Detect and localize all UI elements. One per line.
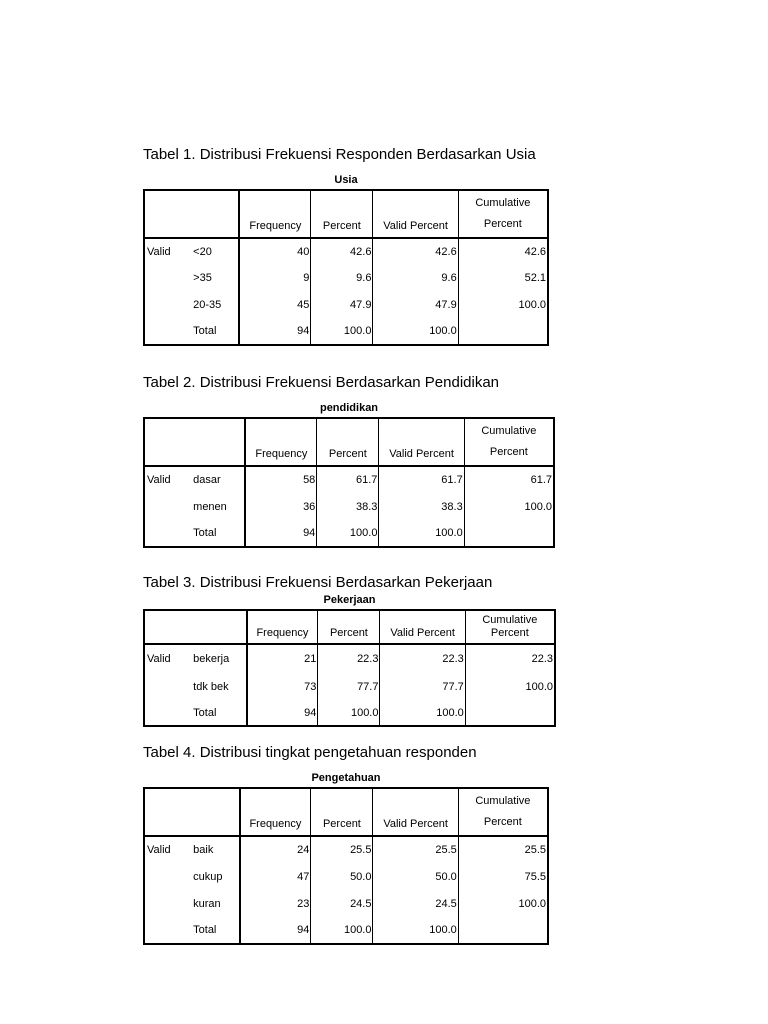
cell-valid-percent: 100.0 bbox=[379, 521, 464, 547]
header-cumulative-percent bbox=[464, 418, 554, 466]
table-3-title: Pekerjaan bbox=[323, 594, 376, 606]
row-label: tdk bek bbox=[193, 681, 229, 693]
cell-cumulative bbox=[464, 521, 554, 547]
cell-percent: 38.3 bbox=[317, 494, 379, 521]
header-frequency: Frequency bbox=[245, 418, 316, 466]
group-label: Valid bbox=[147, 245, 171, 258]
cell-frequency: 94 bbox=[247, 701, 318, 726]
table-3-caption: Tabel 3. Distribusi Frekuensi Berdasarkan Pekerjaan bbox=[143, 574, 493, 591]
cell-frequency: 94 bbox=[239, 319, 310, 345]
cell-valid-percent: 25.5 bbox=[373, 836, 458, 864]
table-row bbox=[144, 644, 555, 674]
cell-valid-percent: 24.5 bbox=[373, 891, 458, 918]
cell-cumulative: 22.3 bbox=[465, 644, 555, 674]
table-3-header bbox=[144, 610, 555, 644]
table-row bbox=[144, 265, 548, 292]
header-cumulative-line1: Cumulative bbox=[475, 197, 531, 209]
cell-cumulative: 100.0 bbox=[458, 891, 548, 918]
table-2-title: pendidikan bbox=[319, 402, 379, 414]
cell-percent: 24.5 bbox=[311, 891, 373, 918]
cell-frequency: 40 bbox=[239, 238, 310, 265]
row-label: Total bbox=[193, 527, 217, 539]
header-corner bbox=[144, 610, 247, 644]
cell-valid-percent: 22.3 bbox=[380, 644, 465, 674]
table-row-total bbox=[144, 918, 548, 944]
cell-percent: 100.0 bbox=[311, 319, 373, 345]
header-corner bbox=[144, 788, 240, 836]
group-label: Valid bbox=[147, 474, 171, 486]
row-label: dasar bbox=[193, 474, 221, 486]
table-row bbox=[144, 292, 548, 319]
header-corner bbox=[144, 418, 245, 466]
cell-valid-percent: 77.7 bbox=[380, 674, 465, 701]
row-label: kuran bbox=[193, 898, 221, 910]
header-valid-percent: Valid Percent bbox=[380, 610, 465, 644]
group-label: Valid bbox=[147, 653, 171, 665]
cell-cumulative: 100.0 bbox=[458, 292, 548, 319]
cell-cumulative bbox=[458, 918, 548, 944]
table-row bbox=[144, 466, 554, 494]
row-label: >35 bbox=[193, 272, 212, 284]
cell-percent: 42.6 bbox=[311, 238, 373, 265]
table-1-caption: Tabel 1. Distribusi Frekuensi Responden Berdasarkan Usia bbox=[143, 146, 536, 163]
table-4 bbox=[143, 787, 549, 945]
header-cumulative-line2: Percent bbox=[490, 627, 529, 639]
cell-percent: 100.0 bbox=[318, 701, 380, 726]
cell-cumulative: 100.0 bbox=[465, 674, 555, 701]
cell-percent: 22.3 bbox=[318, 644, 380, 674]
cell-frequency: 36 bbox=[245, 494, 316, 521]
cell-percent: 47.9 bbox=[311, 292, 373, 319]
cell-valid-percent: 50.0 bbox=[373, 864, 458, 891]
cell-valid-percent: 100.0 bbox=[380, 701, 465, 726]
cell-percent: 50.0 bbox=[311, 864, 373, 891]
cell-frequency: 73 bbox=[247, 674, 318, 701]
header-corner bbox=[144, 190, 239, 238]
table-2 bbox=[143, 417, 555, 548]
table-1 bbox=[143, 189, 549, 346]
cell-valid-percent: 47.9 bbox=[373, 292, 458, 319]
header-cumulative-percent bbox=[458, 788, 548, 836]
row-label: Total bbox=[193, 325, 217, 337]
table-4-header bbox=[144, 788, 548, 836]
header-frequency: Frequency bbox=[247, 610, 318, 644]
header-cumulative-line1: Cumulative bbox=[475, 795, 531, 807]
table-1-header bbox=[144, 190, 548, 238]
table-row bbox=[144, 238, 548, 265]
group-label: Valid bbox=[147, 844, 171, 856]
cell-valid-percent: 100.0 bbox=[373, 319, 458, 345]
cell-percent: 77.7 bbox=[318, 674, 380, 701]
cell-cumulative bbox=[465, 701, 555, 726]
row-label: bekerja bbox=[193, 653, 230, 665]
cell-cumulative: 100.0 bbox=[464, 494, 554, 521]
table-row bbox=[144, 836, 548, 864]
table-3 bbox=[143, 609, 556, 727]
cell-percent: 9.6 bbox=[311, 265, 373, 292]
cell-percent: 25.5 bbox=[311, 836, 373, 864]
table-row bbox=[144, 864, 548, 891]
cell-cumulative bbox=[458, 319, 548, 345]
cell-frequency: 9 bbox=[239, 265, 310, 292]
header-frequency: Frequency bbox=[240, 788, 311, 836]
header-frequency: Frequency bbox=[239, 190, 310, 238]
header-cumulative-line1: Cumulative bbox=[481, 425, 537, 437]
table-row-total bbox=[144, 319, 548, 345]
cell-percent: 100.0 bbox=[311, 918, 373, 944]
cell-frequency: 21 bbox=[247, 644, 318, 674]
header-valid-percent: Valid Percent bbox=[373, 788, 458, 836]
row-label: Total bbox=[193, 706, 217, 719]
header-cumulative-line2: Percent bbox=[489, 446, 528, 458]
header-cumulative-line2: Percent bbox=[483, 218, 522, 230]
cell-frequency: 24 bbox=[240, 836, 311, 864]
header-cumulative-percent bbox=[458, 190, 548, 238]
table-row bbox=[144, 674, 555, 701]
row-label: 20-35 bbox=[193, 299, 222, 311]
cell-valid-percent: 100.0 bbox=[373, 918, 458, 944]
cell-cumulative: 52.1 bbox=[458, 265, 548, 292]
cell-valid-percent: 9.6 bbox=[373, 265, 458, 292]
cell-valid-percent: 38.3 bbox=[379, 494, 464, 521]
cell-valid-percent: 61.7 bbox=[379, 466, 464, 494]
table-row bbox=[144, 891, 548, 918]
header-cumulative-line2: Percent bbox=[483, 816, 522, 828]
cell-frequency: 94 bbox=[240, 918, 311, 944]
header-percent: Percent bbox=[311, 190, 373, 238]
header-valid-percent: Valid Percent bbox=[379, 418, 464, 466]
cell-frequency: 45 bbox=[239, 292, 310, 319]
header-cumulative-percent bbox=[465, 610, 555, 644]
header-valid-percent: Valid Percent bbox=[373, 190, 458, 238]
cell-cumulative: 61.7 bbox=[464, 466, 554, 494]
row-label: menen bbox=[193, 501, 227, 513]
cell-frequency: 23 bbox=[240, 891, 311, 918]
table-row-total bbox=[144, 521, 554, 547]
table-row-total bbox=[144, 701, 555, 726]
header-cumulative-line1: Cumulative bbox=[482, 614, 538, 626]
table-2-caption: Tabel 2. Distribusi Frekuensi Berdasarkan Pendidikan bbox=[143, 374, 500, 391]
row-label: Total bbox=[193, 924, 217, 936]
table-1-title: Usia bbox=[334, 174, 358, 186]
cell-percent: 61.7 bbox=[317, 466, 379, 494]
table-4-title: Pengetahuan bbox=[311, 772, 381, 784]
cell-cumulative: 25.5 bbox=[458, 836, 548, 864]
row-label: cukup bbox=[193, 871, 223, 883]
table-2-header bbox=[144, 418, 554, 466]
header-percent: Percent bbox=[311, 788, 373, 836]
cell-percent: 100.0 bbox=[317, 521, 379, 547]
row-label: <20 bbox=[193, 245, 212, 258]
cell-cumulative: 42.6 bbox=[458, 238, 548, 265]
header-percent: Percent bbox=[317, 418, 379, 466]
cell-frequency: 58 bbox=[245, 466, 316, 494]
row-label: baik bbox=[193, 844, 214, 856]
header-percent: Percent bbox=[318, 610, 380, 644]
cell-frequency: 47 bbox=[240, 864, 311, 891]
cell-cumulative: 75.5 bbox=[458, 864, 548, 891]
cell-frequency: 94 bbox=[245, 521, 316, 547]
table-4-caption: Tabel 4. Distribusi tingkat pengetahuan responden bbox=[143, 744, 477, 761]
cell-valid-percent: 42.6 bbox=[373, 238, 458, 265]
table-row bbox=[144, 494, 554, 521]
